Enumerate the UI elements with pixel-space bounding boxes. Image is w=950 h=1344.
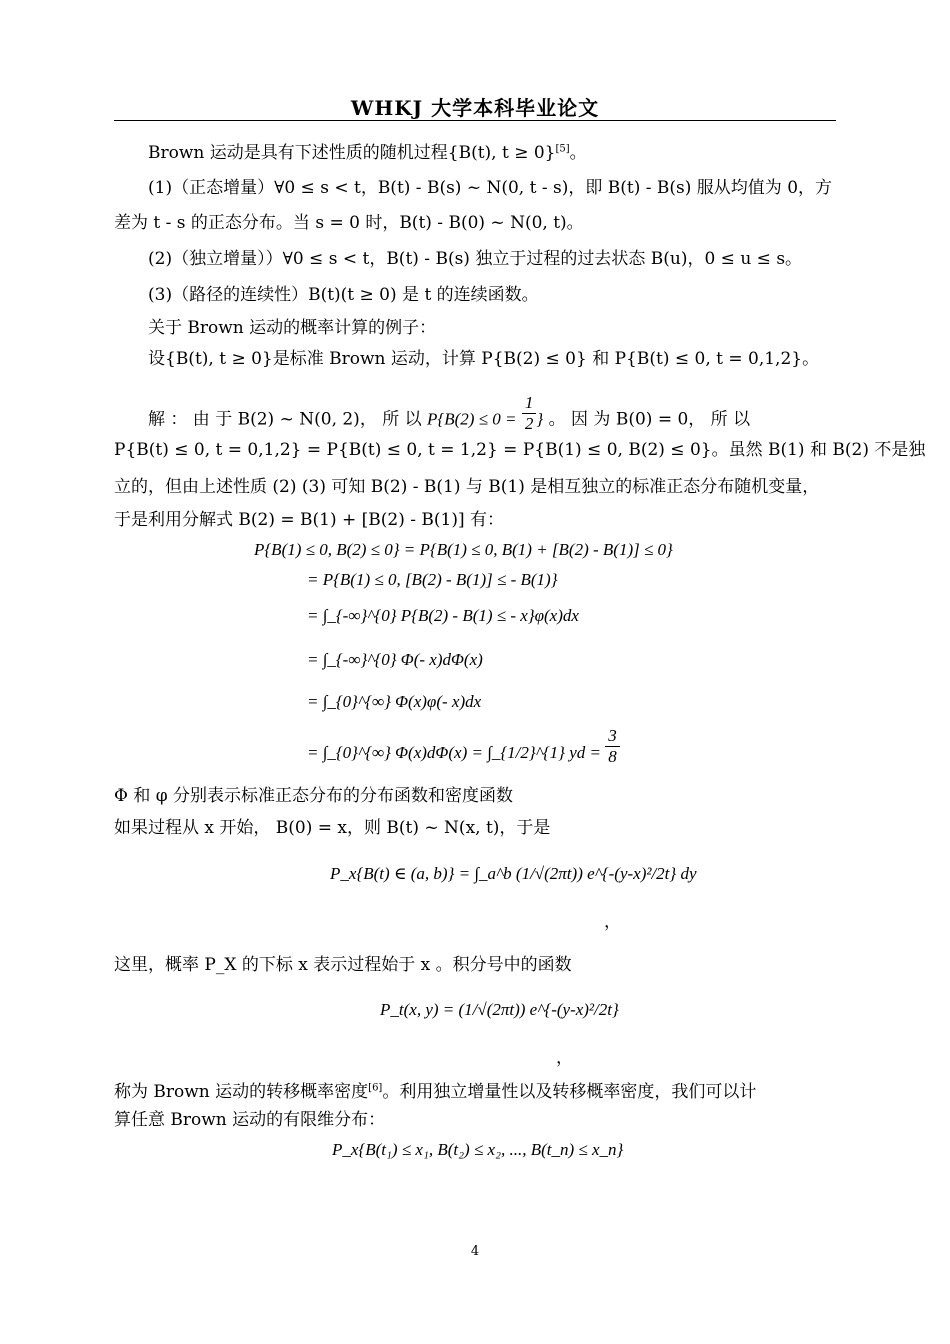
solution-line-4: 于是利用分解式 B(2) = B(1) + [B(2) - B(1)] 有： (114, 510, 505, 530)
finite-dim-distribution-equation: P_x{B(t₁) ≤ x₁, B(t₂) ≤ x₂, ..., B(t_n) ≤ x_n} (332, 1140, 624, 1159)
solution-line-2: P{B(t) ≤ 0, t = 0,1,2} = P{B(t) ≤ 0, t = 1,2} = P{B(1) ≤ 0, B(2) ≤ 0}。虽然 B(1) 和 B(2) 不是独 (114, 440, 926, 460)
transition-density-text-end: 。利用独立增量性以及转移概率密度，我们可以计 (382, 1082, 757, 1102)
start-at-x-line: 如果过程从 x 开始， B(0) = x，则 B(t) ~ N(x, t)，于是 (114, 818, 551, 838)
derivation-step-2: = P{B(1) ≤ 0, [B(2) - B(1)] ≤ - B(1)} (307, 570, 558, 589)
solution-text-e: 。 因 为 B(0) = 0， 所 以 (548, 409, 751, 430)
fraction-denominator: 2 (524, 414, 534, 434)
derivation-step-5: = ∫_{0}^{∞} Φ(x)φ(- x)dx (307, 692, 482, 711)
derivation-step-6-text: = ∫_{0}^{∞} Φ(x)dΦ(x) = ∫_{1/2}^{1} yd = (307, 742, 601, 762)
text-line-1-end: 。 (569, 143, 587, 163)
property-1-continued: 差为 t - s 的正态分布。当 s = 0 时，B(t) - B(0) ~ N(0, t)。 (114, 213, 584, 233)
derivation-step-4: = ∫_{-∞}^{0} Φ(- x)dΦ(x) (307, 650, 483, 669)
example-problem: 设{B(t), t ≥ 0}是标准 Brown 运动，计算 P{B(2) ≤ 0} 和 P{B(t) ≤ 0, t = 0,1,2}。 (148, 349, 820, 369)
derivation-step-6 (307, 726, 620, 768)
text-line-1: Brown 运动是具有下述性质的随机过程{B(t), t ≥ 0} (148, 143, 556, 163)
derivation-step-1: P{B(1) ≤ 0, B(2) ≤ 0} = P{B(1) ≤ 0, B(1) + [B(2) - B(1)] ≤ 0} (254, 540, 673, 559)
page-number: 4 (470, 1244, 480, 1259)
phi-description: Φ 和 φ 分别表示标准正态分布的分布函数和密度函数 (114, 786, 514, 806)
solution-text-a: 解 ： 由 于 B(2) ~ N(0, 2)， 所 以 (148, 409, 422, 430)
paragraph-brown-definition (148, 143, 587, 163)
transition-probability-equation: P_x{B(t) ∈ (a, b)} = ∫_a^b (1/√(2πt)) e^{-(y-x)²/2t} dy (330, 864, 697, 883)
derivation-step-3: = ∫_{-∞}^{0} P{B(2) - B(1) ≤ - x}φ(x)dx (307, 606, 579, 625)
fraction-numerator: 1 (522, 393, 537, 414)
fraction-three-eighths (605, 726, 620, 768)
equation-comma-2: ， (556, 1048, 573, 1068)
header-divider (114, 120, 836, 121)
solution-line-start (148, 393, 751, 435)
transition-density-line (114, 1082, 756, 1102)
citation-5: [5] (555, 143, 570, 155)
citation-6: [6] (368, 1082, 383, 1094)
finite-dim-line: 算任意 Brown 运动的有限维分布： (114, 1110, 386, 1130)
solution-line-3: 立的，但由上述性质 (2) (3) 可知 B(2) - B(1) 与 B(1) 是相互独立的标准正态分布随机变量， (114, 477, 820, 497)
fraction-numerator: 3 (605, 726, 620, 747)
equation-comma-1: ， (604, 912, 621, 932)
property-3-line: (3)（路径的连续性）B(t)(t ≥ 0) 是 t 的连续函数。 (148, 285, 539, 305)
example-intro: 关于 Brown 运动的概率计算的例子： (148, 318, 437, 338)
transition-density-text: 称为 Brown 运动的转移概率密度 (114, 1082, 369, 1102)
fraction-one-half (522, 393, 537, 435)
property-2-line: (2)（独立增量））∀0 ≤ s < t，B(t) - B(s) 独立于过程的过去状态 B(u)，0 ≤ u ≤ s。 (148, 249, 803, 269)
transition-density-equation: P_t(x, y) = (1/√(2πt)) e^{-(y-x)²/2t} (380, 1000, 619, 1019)
solution-eq-b: P{B(2) ≤ 0 = (427, 409, 517, 429)
property-1-line: (1)（正态增量）∀0 ≤ s < t，B(t) - B(s) ~ N(0, t - s)，即 B(t) - B(s) 服从均值为 0，方 (148, 178, 833, 198)
subscript-explanation: 这里，概率 P_X 的下标 x 表示过程始于 x 。积分号中的函数 (114, 955, 572, 975)
fraction-denominator: 8 (608, 747, 617, 767)
document-header-title: WHKJ 大学本科毕业论文 (350, 96, 600, 120)
solution-eq-close: } (536, 409, 544, 429)
